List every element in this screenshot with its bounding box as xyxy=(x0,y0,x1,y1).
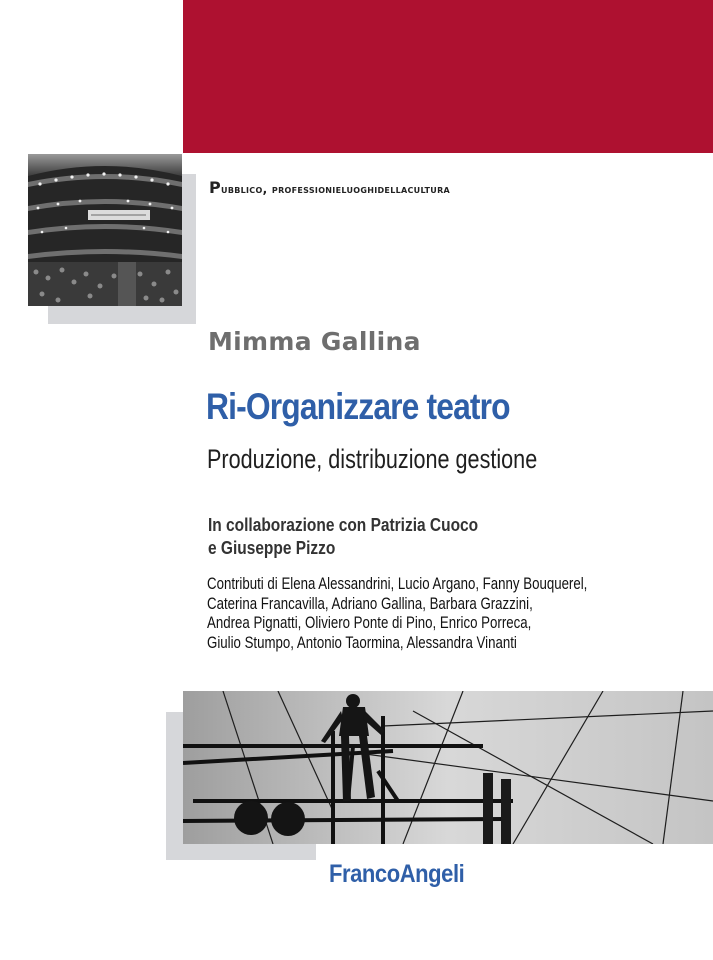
book-title: Ri-Organizzare teatro xyxy=(206,386,510,427)
book-subtitle: Produzione, distribuzione gestione xyxy=(207,444,538,474)
stage-scaffolding-photo xyxy=(183,691,713,844)
series-title-part2: professionieluoghidellacultura xyxy=(271,182,451,196)
collaboration-credit xyxy=(208,514,478,560)
series-title xyxy=(209,178,450,197)
contributors-line: Caterina Francavilla, Adriano Gallina, Barbara Grazzini, xyxy=(207,593,533,613)
contributors-line: Giulio Stumpo, Antonio Taormina, Alessandra Vinanti xyxy=(207,632,517,652)
collaboration-line: e Giuseppe Pizzo xyxy=(208,538,336,558)
theatre-auditorium-photo xyxy=(28,154,182,306)
publisher-logo: FrancoAngeli xyxy=(329,860,465,888)
series-title-part1: ubblico, xyxy=(221,182,272,196)
contributors-list xyxy=(207,574,587,652)
contributors-line: Contributi di Elena Alessandrini, Lucio Argano, Fanny Bouquerel, xyxy=(207,574,588,593)
collaboration-line: In collaborazione con Patrizia Cuoco xyxy=(208,515,479,535)
author-name: Mimma Gallina xyxy=(208,327,421,356)
series-title-initial: P xyxy=(209,178,222,197)
contributors-line: Andrea Pignatti, Oliviero Ponte di Pino, Enrico Porreca, xyxy=(207,613,532,632)
cover-red-band xyxy=(183,0,713,153)
